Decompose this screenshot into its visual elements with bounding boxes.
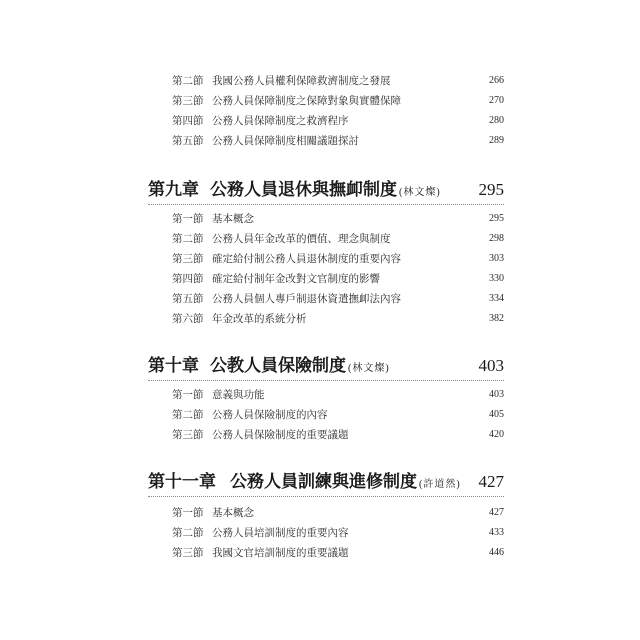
chapter-title [210, 351, 390, 376]
chapter-number: 第十章 [148, 356, 199, 375]
page-number: 446 [489, 547, 504, 558]
chapter-heading[interactable] [148, 470, 504, 497]
chapter-title-text: 公教人員保險制度 [210, 356, 346, 375]
chapter-page-number: 427 [478, 472, 504, 491]
section-title: 確定給付制年金改對文官制度的影響 [212, 273, 380, 285]
page-number: 403 [489, 389, 504, 400]
page-number: 334 [489, 293, 504, 304]
page-number: 433 [489, 527, 504, 538]
section-title: 意義與功能 [212, 389, 265, 401]
section-number: 第二節 [172, 75, 204, 87]
page-number: 427 [489, 507, 504, 518]
chapter-author: (林文燦) [399, 187, 441, 198]
toc-entry[interactable] [172, 270, 504, 288]
page-number: 330 [489, 273, 504, 284]
chapter-number: 第十一章 [148, 472, 216, 491]
section-title: 公務人員培訓制度的重要內容 [212, 527, 349, 539]
chapter-title-text: 公務人員訓練與進修制度 [230, 472, 417, 491]
section-number: 第三節 [172, 253, 204, 265]
section-number: 第二節 [172, 527, 204, 539]
section-title: 公務人員保險制度的內容 [212, 409, 328, 421]
section-number: 第三節 [172, 95, 204, 107]
toc-entry[interactable] [172, 290, 504, 308]
section-title: 確定給付制公務人員退休制度的重要內容 [212, 253, 401, 265]
section-number: 第一節 [172, 389, 204, 401]
section-title: 基本概念 [212, 507, 254, 519]
section-title: 年金改革的系統分析 [212, 313, 307, 325]
chapter-title [230, 467, 461, 492]
toc-entry[interactable] [172, 230, 504, 248]
page-number: 382 [489, 313, 504, 324]
page-number: 295 [489, 213, 504, 224]
page-number: 303 [489, 253, 504, 264]
section-number: 第二節 [172, 233, 204, 245]
section-number: 第五節 [172, 293, 204, 305]
page-number: 420 [489, 429, 504, 440]
chapter-title-text: 公務人員退休與撫卹制度 [210, 180, 397, 199]
page-number: 266 [489, 75, 504, 86]
toc-entry[interactable] [172, 406, 504, 424]
page-number: 289 [489, 135, 504, 146]
section-title: 公務人員個人專戶制退休資遣撫卹法內容 [212, 293, 401, 305]
toc-entry[interactable] [172, 524, 504, 542]
toc-entry[interactable] [172, 426, 504, 444]
chapter-author: (許道然) [419, 479, 461, 490]
toc-entry[interactable] [172, 310, 504, 328]
toc-entry[interactable] [172, 112, 504, 130]
toc-entry[interactable] [172, 132, 504, 150]
page-number: 405 [489, 409, 504, 420]
toc-entry[interactable] [172, 250, 504, 268]
section-title: 我國公務人員權利保障救濟制度之發展 [212, 75, 391, 87]
toc-entry[interactable] [172, 210, 504, 228]
page-number: 298 [489, 233, 504, 244]
section-number: 第五節 [172, 135, 204, 147]
section-number: 第六節 [172, 313, 204, 325]
section-number: 第三節 [172, 547, 204, 559]
chapter-title [210, 175, 441, 200]
toc-entry[interactable] [172, 504, 504, 522]
chapter-author: (林文燦) [348, 363, 390, 374]
section-title: 基本概念 [212, 213, 254, 225]
section-title: 公務人員保險制度的重要議題 [212, 429, 349, 441]
chapter-page-number: 295 [478, 180, 504, 199]
section-title: 公務人員年金改革的價值、理念與制度 [212, 233, 391, 245]
chapter-heading[interactable] [148, 178, 504, 205]
toc-entry[interactable] [172, 72, 504, 90]
section-number: 第四節 [172, 115, 204, 127]
section-title: 公務人員保障制度之保障對象與實體保障 [212, 95, 401, 107]
toc-entry[interactable] [172, 544, 504, 562]
section-number: 第一節 [172, 507, 204, 519]
chapter-page-number: 403 [478, 356, 504, 375]
section-title: 公務人員保障制度相關議題探討 [212, 135, 359, 147]
section-number: 第一節 [172, 213, 204, 225]
section-number: 第四節 [172, 273, 204, 285]
page-number: 270 [489, 95, 504, 106]
chapter-heading[interactable] [148, 354, 504, 381]
section-title: 我國文官培訓制度的重要議題 [212, 547, 349, 559]
toc-entry[interactable] [172, 92, 504, 110]
toc-entry[interactable] [172, 386, 504, 404]
section-title: 公務人員保障制度之救濟程序 [212, 115, 349, 127]
page-number: 280 [489, 115, 504, 126]
section-number: 第三節 [172, 429, 204, 441]
chapter-number: 第九章 [148, 180, 199, 199]
section-number: 第二節 [172, 409, 204, 421]
